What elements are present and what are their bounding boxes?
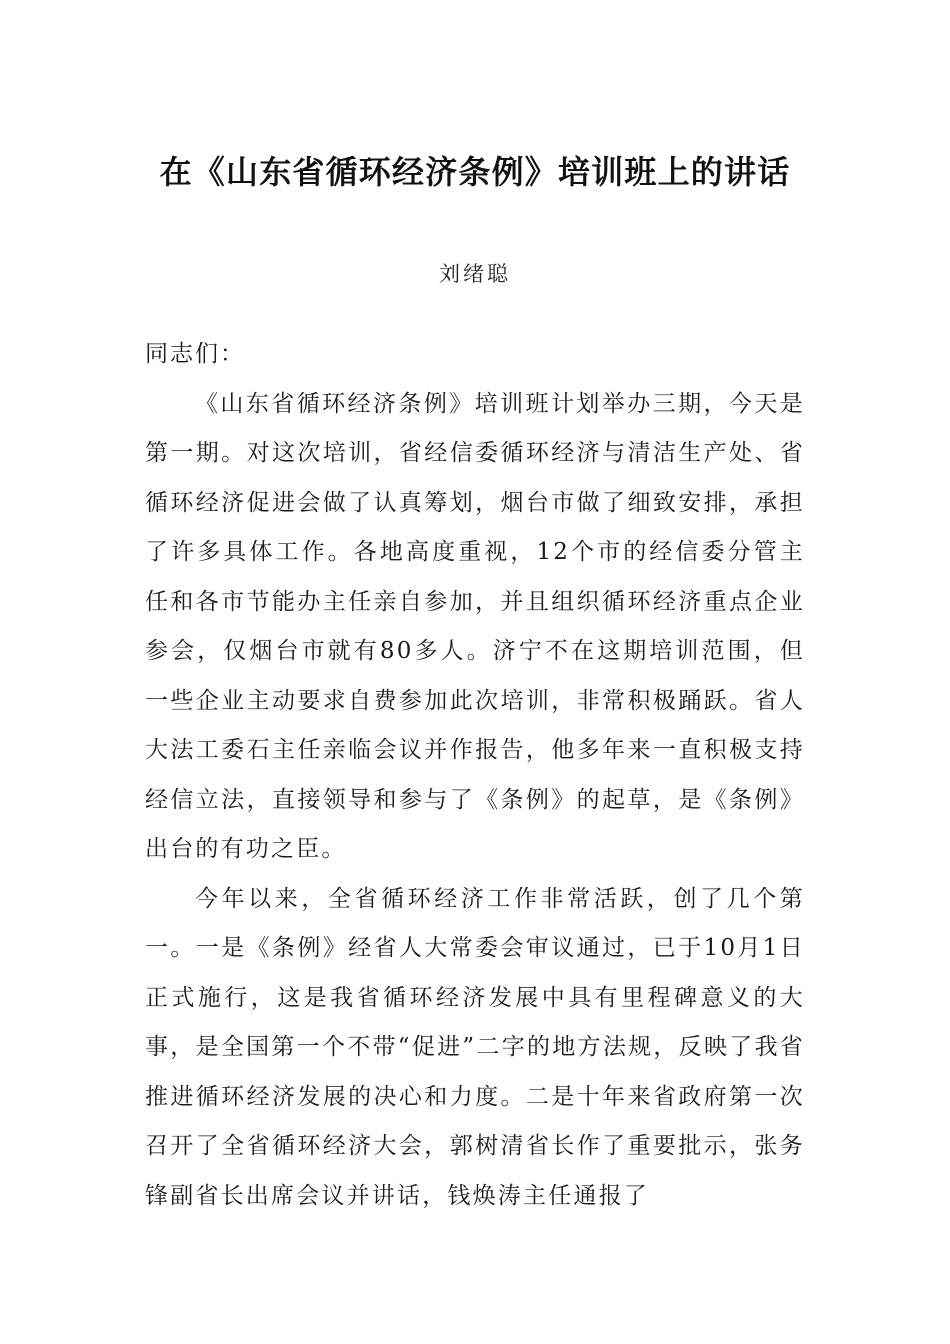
document-body xyxy=(145,330,805,1221)
author-name: 刘绪聪 xyxy=(439,262,511,286)
document-title: 在《山东省循环经济条例》培训班上的讲话 xyxy=(159,153,791,191)
paragraph-2: 今年以来，全省循环经济工作非常活跃，创了几个第一。一是《条例》经省人大常委会审议通过，已于10月1日正式施行，这是我省循环经济发展中具有里程碑意义的大事，是全国第一个不带“促进”二字的地方法规，反映了我省推进循环经济发展的决心和力度。二是十年来省政府第一次召开了全省循环经济大会，郭树清省长作了重要批示，张务锋副省长出席会议并讲话，钱焕涛主任通报了 xyxy=(145,885,805,1209)
salutation: 同志们： xyxy=(145,341,245,367)
paragraph-1: 《山东省循环经济条例》培训班计划举办三期，今天是第一期。对这次培训，省经信委循环经济与清洁生产处、省循环经济促进会做了认真筹划，烟台市做了细致安排，承担了许多具体工作。各地高度重视，12个市的经信委分管主任和各市节能办主任亲自参加，并且组织循环经济重点企业参会，仅烟台市就有80多人。济宁不在这期培训范围，但一些企业主动要求自费参加此次培训，非常积极踊跃。省人大法工委石主任亲临会议并作报告，他多年来一直积极支持经信立法，直接领导和参与了《条例》的起草，是《条例》出台的有功之臣。 xyxy=(145,390,805,862)
